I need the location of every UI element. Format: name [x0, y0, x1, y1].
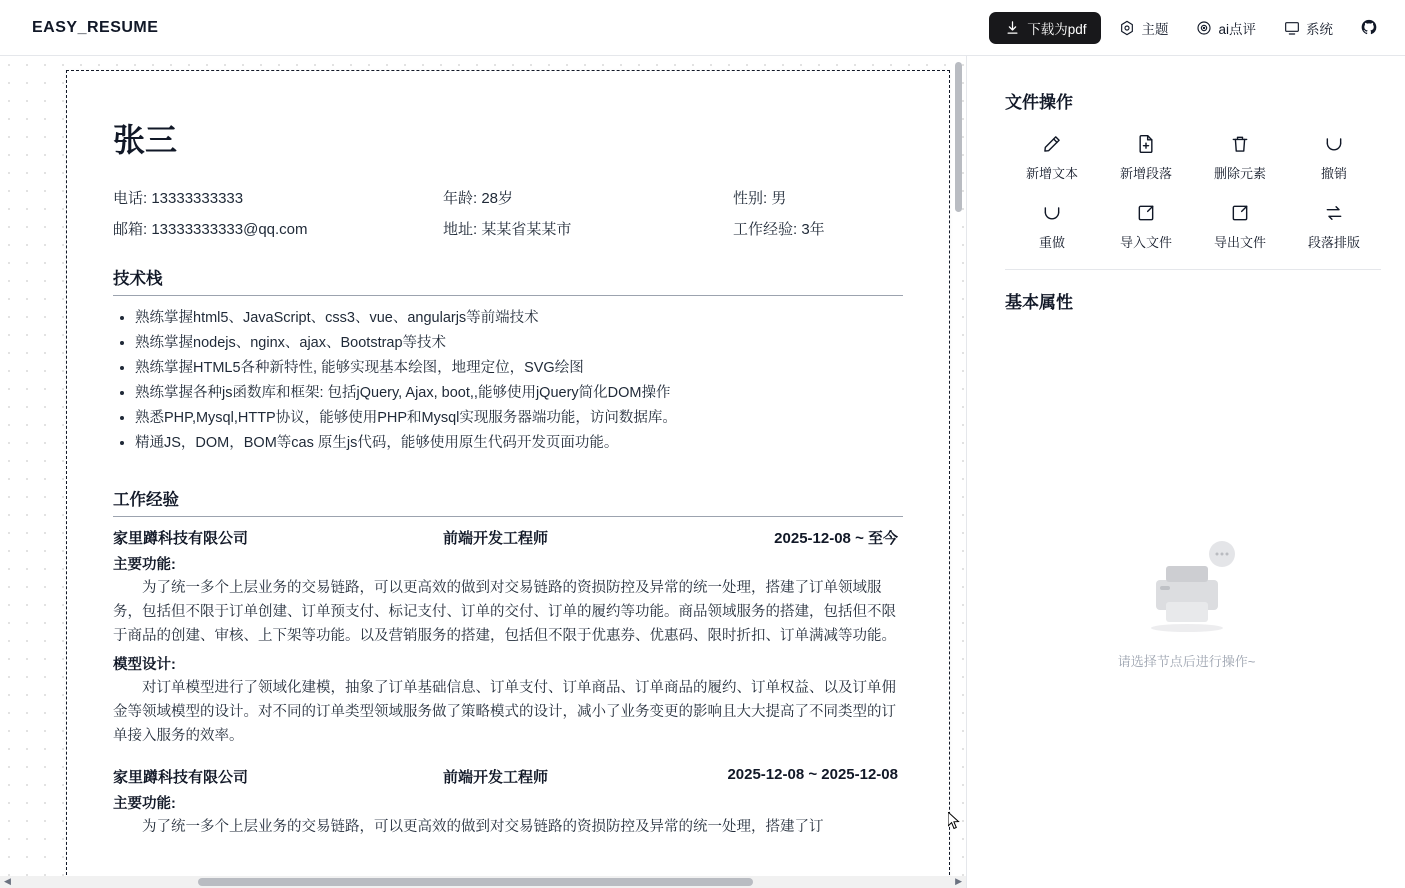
section-title-skills[interactable]: 技术栈 — [113, 265, 903, 296]
op-undo-label: 撤销 — [1320, 166, 1347, 181]
download-pdf-button[interactable] — [989, 12, 1101, 44]
file-ops-grid — [1005, 131, 1381, 251]
resume-canvas[interactable] — [0, 56, 966, 888]
theme-button[interactable] — [1109, 12, 1178, 44]
section-title-experience[interactable]: 工作经验 — [113, 486, 903, 517]
info-email[interactable]: 邮箱: 13333333333@qq.com — [113, 221, 308, 238]
op-undo[interactable] — [1287, 131, 1381, 182]
canvas-horizontal-scroll-thumb[interactable] — [198, 878, 753, 886]
basic-props-title: 基本属性 — [1005, 293, 1073, 312]
resume-paper[interactable] — [66, 70, 950, 888]
info-address[interactable]: 地址: 某某省某某市 — [443, 221, 572, 238]
canvas-horizontal-scrollbar[interactable] — [0, 876, 966, 888]
layout-icon — [1287, 200, 1381, 226]
job-block-label[interactable]: 主要功能: — [113, 557, 176, 573]
top-bar-actions — [989, 12, 1387, 44]
job-role[interactable]: 前端开发工程师 — [443, 530, 549, 547]
info-experience[interactable]: 工作经验: 3年 — [733, 221, 825, 238]
job-company[interactable]: 家里蹲科技有限公司 — [113, 769, 249, 786]
github-button[interactable] — [1351, 12, 1387, 44]
op-import-file[interactable] — [1099, 200, 1193, 251]
job-header — [113, 766, 903, 787]
list-item[interactable]: • 熟练掌握html5、JavaScript、css3、vue、angularjs等前端技术 — [135, 306, 903, 331]
download-pdf-label: 下载为pdf — [1027, 21, 1087, 37]
job-entry — [113, 527, 903, 748]
op-add-text-label: 新增文本 — [1025, 166, 1078, 181]
pencil-icon — [1005, 131, 1099, 157]
job-date[interactable]: 2025-12-08 ~ 2025-12-08 — [727, 766, 898, 783]
job-role[interactable]: 前端开发工程师 — [443, 769, 549, 786]
op-redo-label: 重做 — [1038, 235, 1065, 250]
ai-review-button[interactable] — [1186, 12, 1266, 44]
undo-icon — [1287, 131, 1381, 157]
list-item[interactable]: • 熟练掌握nodejs、nginx、ajax、Bootstrap等技术 — [135, 331, 903, 356]
resume-info-grid — [113, 187, 903, 239]
op-add-paragraph-label: 新增段落 — [1119, 166, 1172, 181]
list-item[interactable]: • 熟悉PHP,Mysql,HTTP协议，能够使用PHP和Mysql实现服务器端功能，访问数据库。 — [135, 406, 903, 431]
github-icon — [1361, 20, 1377, 36]
op-paragraph-layout-label: 段落排版 — [1307, 235, 1360, 250]
ai-review-label: ai点评 — [1218, 21, 1256, 37]
right-panel — [966, 56, 1405, 888]
empty-state-text: 请选择节点后进行操作~ — [1117, 654, 1256, 669]
job-block-label[interactable]: 模型设计: — [113, 657, 176, 673]
job-entry — [113, 766, 903, 839]
info-gender[interactable]: 性别: 男 — [733, 190, 787, 207]
op-paragraph-layout[interactable] — [1287, 200, 1381, 251]
op-add-text[interactable] — [1005, 131, 1099, 182]
canvas-vertical-scroll-thumb[interactable] — [955, 62, 962, 212]
op-delete-element-label: 删除元素 — [1213, 166, 1266, 181]
palette-icon — [1119, 20, 1135, 36]
system-label: 系统 — [1306, 21, 1333, 37]
monitor-icon — [1284, 20, 1300, 36]
canvas-vertical-scrollbar[interactable] — [956, 56, 964, 888]
job-company[interactable]: 家里蹲科技有限公司 — [113, 530, 249, 547]
list-item[interactable]: • 熟练掌握HTML5各种新特性, 能够实现基本绘图，地理定位，SVG绘图 — [135, 356, 903, 381]
import-icon — [1099, 200, 1193, 226]
list-item[interactable]: • 精通JS，DOM，BOM等cas 原生js代码，能够使用原生代码开发页面功能。 — [135, 431, 903, 456]
job-block-label[interactable]: 主要功能: — [113, 796, 176, 812]
info-age[interactable]: 年龄: 28岁 — [443, 190, 514, 207]
file-plus-icon — [1099, 131, 1193, 157]
op-redo[interactable] — [1005, 200, 1099, 251]
system-button[interactable] — [1274, 12, 1343, 44]
mouse-cursor — [948, 812, 960, 830]
download-icon — [1004, 20, 1020, 36]
info-phone[interactable]: 电话: 13333333333 — [113, 190, 244, 207]
export-icon — [1193, 200, 1287, 226]
job-block-text[interactable]: 为了统一多个上层业务的交易链路，可以更高效的做到对交易链路的资损防控及异常的统一处理，搭建了订 — [142, 819, 824, 835]
theme-label: 主题 — [1141, 21, 1169, 37]
panel-divider — [1005, 269, 1381, 270]
job-date[interactable]: 2025-12-08 ~ 至今 — [774, 530, 898, 547]
scroll-left-arrow[interactable]: ◀ — [4, 876, 11, 886]
skills-list — [113, 306, 903, 456]
file-ops-title: 文件操作 — [1005, 93, 1073, 112]
empty-illustration-icon — [967, 536, 1405, 641]
top-bar — [0, 0, 1405, 56]
list-item[interactable]: • 熟练掌握各种js函数库和框架: 包括jQuery, Ajax, boot,,能够使用jQuery简化DOM操作 — [135, 381, 903, 406]
resume-name[interactable]: 张三 — [113, 122, 178, 158]
empty-state — [967, 536, 1405, 670]
scroll-right-arrow[interactable]: ▶ — [955, 876, 962, 886]
ai-target-icon — [1196, 20, 1212, 36]
redo-icon — [1005, 200, 1099, 226]
app-brand: EASY_RESUME — [32, 18, 159, 36]
op-import-file-label: 导入文件 — [1119, 235, 1172, 250]
resume-content — [67, 71, 949, 839]
op-add-paragraph[interactable] — [1099, 131, 1193, 182]
job-block-text[interactable]: 为了统一多个上层业务的交易链路，可以更高效的做到对交易链路的资损防控及异常的统一处理，搭建了订单领域服务，包括但不限于订单创建、订单预支付、标记支付、订单的交付、订单的履约等功能。商品领域服务的搭建，包括但不限于商品的创建、审核、上下架等功能。以及营销服务的搭建，包括但不限于优惠券、优惠码、限时折扣、订单满减等功能。 — [113, 580, 896, 644]
op-export-file-label: 导出文件 — [1213, 235, 1266, 250]
job-block-text[interactable]: 对订单模型进行了领域化建模，抽象了订单基础信息、订单支付、订单商品、订单商品的履约、订单权益、以及订单佣金等领域模型的设计。对不同的订单类型领域服务做了策略模式的设计，减小了业务变更的影响且大大提高了不同类型的订单接入服务的效率。 — [113, 680, 896, 744]
job-header — [113, 527, 903, 548]
op-delete-element[interactable] — [1193, 131, 1287, 182]
trash-icon — [1193, 131, 1287, 157]
op-export-file[interactable] — [1193, 200, 1287, 251]
